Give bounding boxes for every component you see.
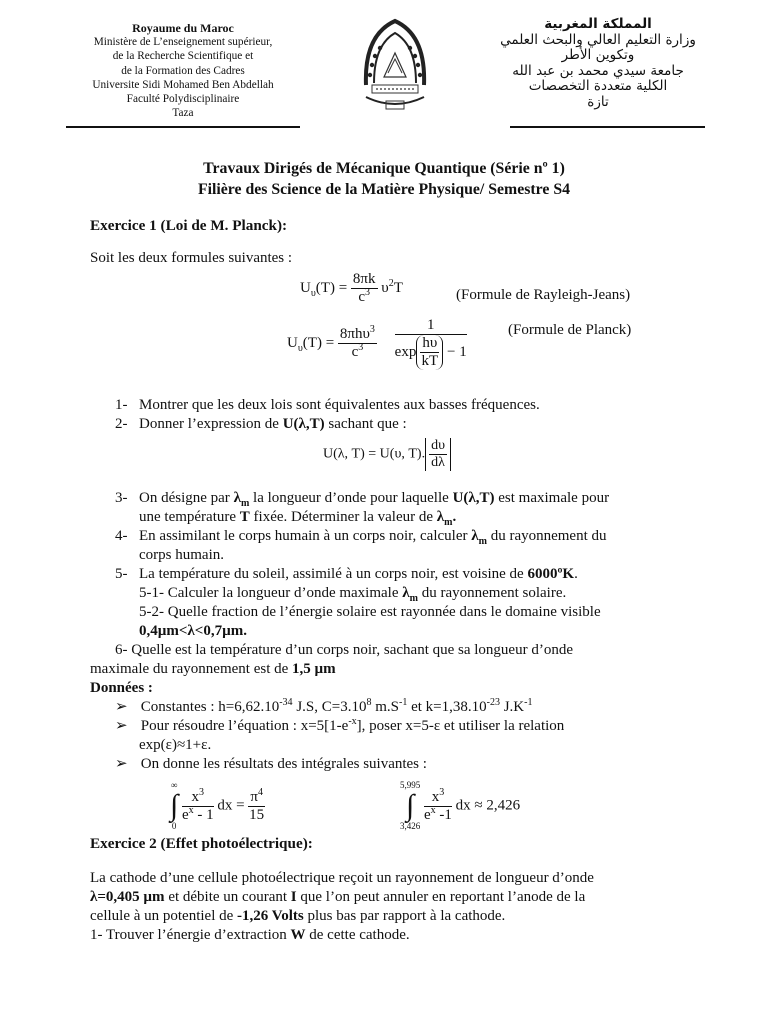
- exercise-2-p2: [90, 888, 585, 907]
- arrow-bullet-icon: ➢: [115, 718, 128, 734]
- header-right-line: المملكة المغربية: [544, 16, 652, 32]
- header-left: [62, 21, 304, 120]
- header-left-line: Ministère de L’enseignement supérieur,: [93, 36, 273, 49]
- formula-rayleigh-jeans: $U_\upsilon(T)$ = $\frac{8\pi k}{c^3}$ $\upsilon^2T$: [300, 271, 403, 305]
- page-subtitle: Filière des Science de la Matière Physique/ Semestre S4: [197, 181, 571, 198]
- faculty-logo: [344, 15, 446, 117]
- formula-planck-label: (Formule de Planck): [508, 322, 632, 338]
- question-6: 6- Quelle est la température d’un corps noir, sachant que sa longueur d’onde: [115, 642, 573, 658]
- exercise-2-text-3: cellule à un potentiel de: [90, 908, 234, 924]
- question-3-symbol: U(λ,T): [452, 490, 495, 506]
- lambda-m-symbol: $\lambda_m$: [402, 585, 418, 604]
- question-3-text: On désigne par: [139, 490, 230, 506]
- arrow-bullet-icon: ➢: [115, 699, 128, 715]
- question-4-text-2: du rayonnement du: [490, 528, 607, 544]
- question-5-1-text-2: du rayonnement solaire.: [421, 585, 567, 601]
- exercise-2-text-4: plus bas par rapport à la cathode.: [307, 908, 506, 924]
- question-3-text-2: la longueur d’onde pour laquelle: [253, 490, 449, 506]
- question-1-text: Montrer que les deux lois sont équivalentes aux basses fréquences.: [139, 397, 540, 413]
- exercise-2-text: et débite un courant: [168, 889, 288, 905]
- arrow-bullet-icon: ➢: [115, 756, 128, 772]
- visible-range: 0,4µm<λ<0,7µm: [139, 623, 244, 639]
- data-equation-cont: exp(ε)≈1+ε.: [139, 737, 212, 753]
- constants-text: Constantes : h=6,62.10: [140, 699, 280, 715]
- question-2-text-end: sachant que :: [328, 416, 407, 432]
- header-left-line: de la Formation des Cadres: [121, 64, 245, 77]
- exercise-2-p1: La cathode d’une cellule photoélectrique reçoit un rayonnement de longueur d’onde: [90, 870, 594, 886]
- question-4: 4- En assimilant le corps humain à un corps noir, calculer $\lambda_m$ du rayonnement du: [115, 528, 607, 547]
- exercise-2-p3: [90, 907, 505, 926]
- question-4-text: En assimilant le corps humain à un corps noir, calculer: [139, 528, 468, 544]
- integral-2: 5,995 ∫ 3,426 $\frac{x^3}{e^x -1}$ dx ≈ 2,426: [400, 780, 521, 831]
- header-right: [492, 17, 704, 111]
- header-left-line: Royaume du Maroc: [132, 21, 234, 35]
- question-5-temperature: 6000ºK: [527, 566, 575, 582]
- question-5-1: [139, 584, 566, 603]
- lambda-m-symbol: $\lambda_m$: [471, 528, 487, 547]
- exercise-2-question-1: [90, 926, 410, 945]
- header-right-line: وتكوين الأطر: [561, 47, 635, 64]
- equation-text: Pour résoudre l’équation : x=5[1-e: [140, 718, 349, 734]
- question-5-1-text: 5-1- Calculer la longueur d’onde maximale: [139, 585, 399, 601]
- question-2-text: Donner l’expression de: [139, 416, 279, 432]
- question-2: 2- Donner l’expression de U(λ,T) sachant que :: [115, 416, 407, 432]
- formula-planck: $U_\upsilon(T)$ = $\frac{8\pi h\upsilon^3}{c^3}$ 1 exp $\frac{h\upsilon}{kT}$ − 1: [287, 317, 467, 369]
- current-symbol: I: [290, 889, 297, 905]
- lambda-m-symbol: $\lambda_m$: [233, 490, 250, 509]
- integrals-text: On donne les résultats des intégrales suivantes :: [140, 756, 427, 772]
- data-equation: ➢ Pour résoudre l’équation : $x=5[1-e^{-x}]$, poser x=5-ε et utiliser la relation: [115, 716, 565, 734]
- question-3-text-5: fixée. Déterminer la valeur de: [253, 509, 434, 525]
- header-left-line: Faculté Polydisciplinaire: [126, 93, 240, 106]
- donnees-heading: Données :: [90, 680, 153, 696]
- question-5-text: La température du soleil, assimilé à un corps noir, est voisine de: [139, 566, 524, 582]
- header-right-line: وزارة التعليم العالي والبحث العلمي: [500, 31, 696, 48]
- question-3-cont: [139, 508, 456, 527]
- question-5-2-range: 0,4µm<λ<0,7µm.: [139, 623, 247, 639]
- formula-rayleigh-jeans-label: (Formule de Rayleigh-Jeans): [456, 287, 631, 303]
- data-constants: ➢ Constantes : $h=6,62.10^{-34}$ J.S, $C=3.10^8$ $m.S^{-1}$ et $k=1,38.10^{-23}$ $J.K^{-1}$: [115, 697, 533, 715]
- header-right-line: جامعة سيدي محمد بن عبد الله: [512, 62, 684, 79]
- question-3: 3- On désigne par $\lambda_m$ la longueur d’onde pour laquelle U(λ,T) est maximale pour: [115, 490, 610, 509]
- page-title: Travaux Dirigés de Mécanique Quantique (Série nº 1): [203, 160, 565, 177]
- lambda-m-symbol: $\lambda_m$.: [436, 509, 457, 528]
- exercise-1-intro: Soit les deux formules suivantes :: [90, 250, 293, 266]
- wavelength-value: λ=0,405 µm: [90, 889, 165, 905]
- question-5: 5- La température du soleil, assimilé à un corps noir, est voisine de 6000ºK.: [115, 566, 578, 582]
- exercise-2-text-2: que l’on peut annuler en reportant l’anode de la: [300, 889, 586, 905]
- question-6-value: 1,5 µm: [292, 661, 336, 677]
- question-4-cont: corps humain.: [139, 547, 224, 563]
- question-1: 1- Montrer que les deux lois sont équivalentes aux basses fréquences.: [115, 397, 540, 413]
- question-3-t-symbol: T: [239, 509, 250, 525]
- header-right-line: تازة: [587, 93, 609, 110]
- integral-1: ∞ ∫ 0 $\frac{x^3}{e^x - 1}$ dx = $\frac{\pi^4}{15}$: [170, 780, 265, 831]
- formula-u-lambda: U(λ, T) = U(υ, T). $\frac{d\upsilon}{d\lambda}$: [323, 438, 451, 471]
- question-6-text: maximale du rayonnement est de: [90, 661, 289, 677]
- question-3-text-4: une température: [139, 509, 237, 525]
- question-2-symbol: U(λ,T): [282, 416, 325, 432]
- equation-text-2: ], poser x=5-ε et utiliser la relation: [356, 718, 565, 734]
- question-5-2: 5-2- Quelle fraction de l’énergie solaire est rayonnée dans le domaine visible: [139, 604, 601, 620]
- exercise-2-q1-text-2: de cette cathode.: [309, 927, 410, 943]
- header-left-line: de la Recherche Scientifique et: [112, 50, 254, 63]
- header-right-rule: [510, 126, 705, 128]
- work-function-symbol: W: [290, 927, 306, 943]
- header-left-rule: [66, 126, 300, 128]
- integral-2-value: ≈ 2,426: [474, 797, 521, 814]
- exercise-2-heading: Exercice 2 (Effet photoélectrique):: [90, 835, 313, 852]
- header-right-line: الكلية متعددة التخصصات: [528, 78, 668, 95]
- question-6-cont: [90, 660, 336, 679]
- exercise-2-q1-text: 1- Trouver l’énergie d’extraction: [90, 927, 287, 943]
- exercise-1-heading: Exercice 1 (Loi de M. Planck):: [90, 217, 288, 234]
- question-3-text-3: est maximale pour: [498, 490, 610, 506]
- header-left-line: Taza: [172, 107, 194, 120]
- data-integrals: [115, 755, 427, 774]
- voltage-value: -1,26 Volts: [237, 908, 304, 924]
- header-left-line: Universite Sidi Mohamed Ben Abdellah: [92, 78, 274, 91]
